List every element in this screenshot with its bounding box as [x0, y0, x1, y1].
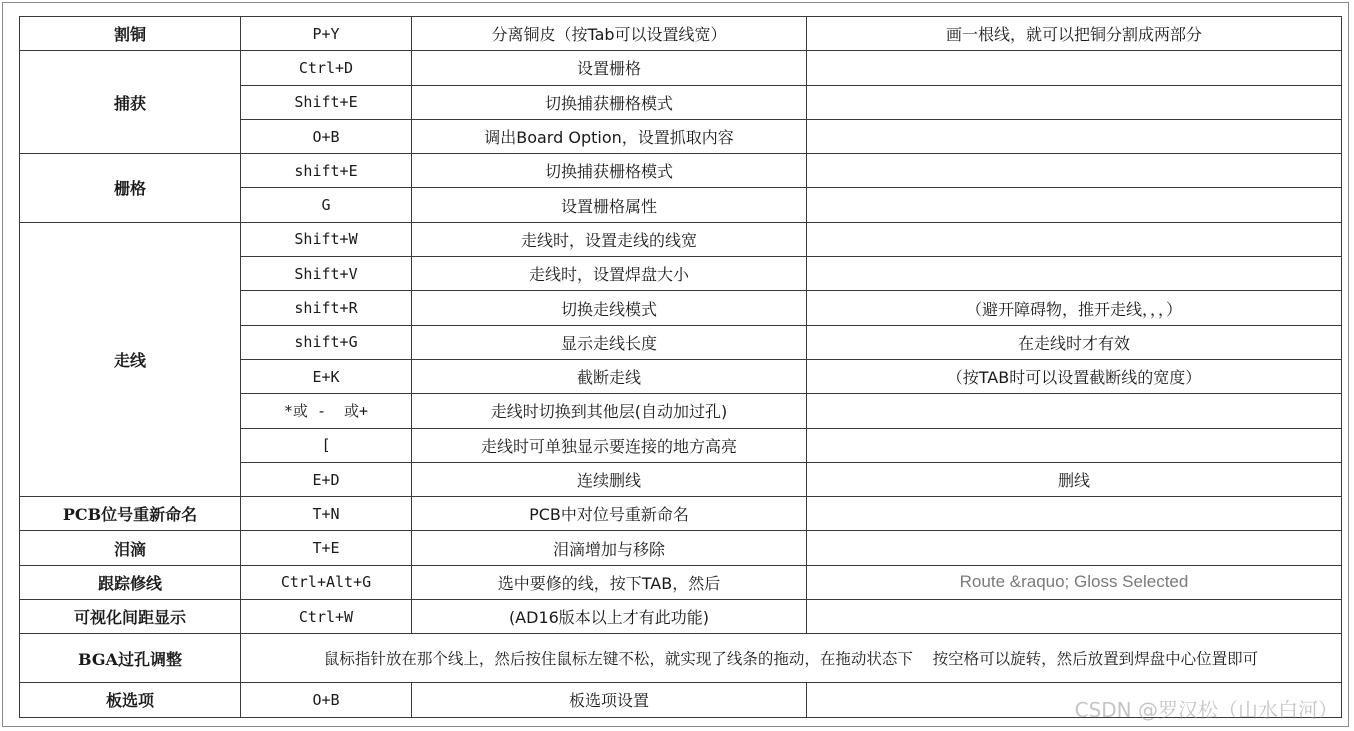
shortcut-cell: shift+R: [241, 291, 412, 325]
description-cell: 切换走线模式: [412, 291, 807, 325]
shortcut-cell: Shift+V: [241, 257, 412, 291]
shortcut-cell: E+K: [241, 359, 412, 393]
shortcut-cell: *或 - 或+: [241, 394, 412, 428]
description-cell: 连续删线: [412, 462, 807, 496]
table-row: [20, 600, 1342, 634]
shortcut-cell: T+E: [241, 531, 412, 565]
note-cell: [807, 222, 1342, 256]
shortcut-cell: O+B: [241, 683, 412, 717]
description-cell: 调出Board Option，设置抓取内容: [412, 119, 807, 153]
table-row: [20, 222, 1342, 256]
shortcut-cell: Shift+E: [241, 85, 412, 119]
category-cell: BGA过孔调整: [20, 634, 241, 683]
category-cell: 走线: [20, 222, 241, 496]
note-cell: [807, 154, 1342, 188]
note-cell: [807, 119, 1342, 153]
note-cell: 删线: [807, 462, 1342, 496]
category-cell: 割铜: [20, 17, 241, 51]
description-cell: 设置栅格: [412, 51, 807, 85]
description-cell: 截断走线: [412, 359, 807, 393]
description-cell: 走线时，设置焊盘大小: [412, 257, 807, 291]
shortcut-cell: E+D: [241, 462, 412, 496]
description-cell: 分离铜皮（按Tab可以设置线宽）: [412, 17, 807, 51]
shortcut-cell: O+B: [241, 119, 412, 153]
shortcut-cell: Ctrl+D: [241, 51, 412, 85]
description-cell: (AD16版本以上才有此功能): [412, 600, 807, 634]
table-row: [20, 497, 1342, 531]
description-cell: 板选项设置: [412, 683, 807, 717]
shortcut-cell: Ctrl+W: [241, 600, 412, 634]
note-cell: [807, 51, 1342, 85]
category-cell: 捕获: [20, 51, 241, 154]
note-cell: [807, 188, 1342, 222]
table-row: [20, 634, 1342, 683]
note-cell: Route &raquo; Gloss Selected: [807, 565, 1342, 599]
shortcut-cell: [: [241, 428, 412, 462]
description-cell: 走线时，设置走线的线宽: [412, 222, 807, 256]
category-cell: 跟踪修线: [20, 565, 241, 599]
note-cell: （避开障碍物，推开走线，，，）: [807, 291, 1342, 325]
category-cell: PCB位号重新命名: [20, 497, 241, 531]
shortcut-cell: P+Y: [241, 17, 412, 51]
description-cell: 走线时可单独显示要连接的地方高亮: [412, 428, 807, 462]
note-cell: 画一根线，就可以把铜分割成两部分: [807, 17, 1342, 51]
table-row: [20, 154, 1342, 188]
category-cell: 泪滴: [20, 531, 241, 565]
table-row: [20, 531, 1342, 565]
shortcut-cell: shift+G: [241, 325, 412, 359]
watermark: CSDN @罗汉松（山水白河）: [1074, 698, 1338, 722]
merged-description-cell: 鼠标指针放在那个线上，然后按住鼠标左键不松，就实现了线条的拖动，在拖动状态下 按空格可以旋转，然后放置到焊盘中心位置即可: [241, 634, 1342, 683]
table-row: [20, 565, 1342, 599]
note-cell: 在走线时才有效: [807, 325, 1342, 359]
description-cell: 泪滴增加与移除: [412, 531, 807, 565]
note-cell: [807, 600, 1342, 634]
category-cell: 可视化间距显示: [20, 600, 241, 634]
description-cell: 切换捕获栅格模式: [412, 154, 807, 188]
description-cell: 切换捕获栅格模式: [412, 85, 807, 119]
shortcut-cell: Ctrl+Alt+G: [241, 565, 412, 599]
note-cell: [807, 531, 1342, 565]
description-cell: PCB中对位号重新命名: [412, 497, 807, 531]
note-cell: [807, 257, 1342, 291]
category-cell: 栅格: [20, 154, 241, 223]
note-cell: [807, 497, 1342, 531]
shortcut-cell: Shift+W: [241, 222, 412, 256]
category-cell: 板选项: [20, 683, 241, 717]
shortcut-cell: shift+E: [241, 154, 412, 188]
note-cell: [807, 394, 1342, 428]
note-cell: [807, 85, 1342, 119]
shortcut-table: [19, 16, 1342, 718]
shortcut-cell: G: [241, 188, 412, 222]
description-cell: 走线时切换到其他层(自动加过孔): [412, 394, 807, 428]
table-row: [20, 17, 1342, 51]
note-cell: [807, 428, 1342, 462]
note-cell: （按TAB时可以设置截断线的宽度）: [807, 359, 1342, 393]
description-cell: 设置栅格属性: [412, 188, 807, 222]
description-cell: 显示走线长度: [412, 325, 807, 359]
shortcut-cell: T+N: [241, 497, 412, 531]
description-cell: 选中要修的线，按下TAB，然后: [412, 565, 807, 599]
table-row: [20, 51, 1342, 85]
